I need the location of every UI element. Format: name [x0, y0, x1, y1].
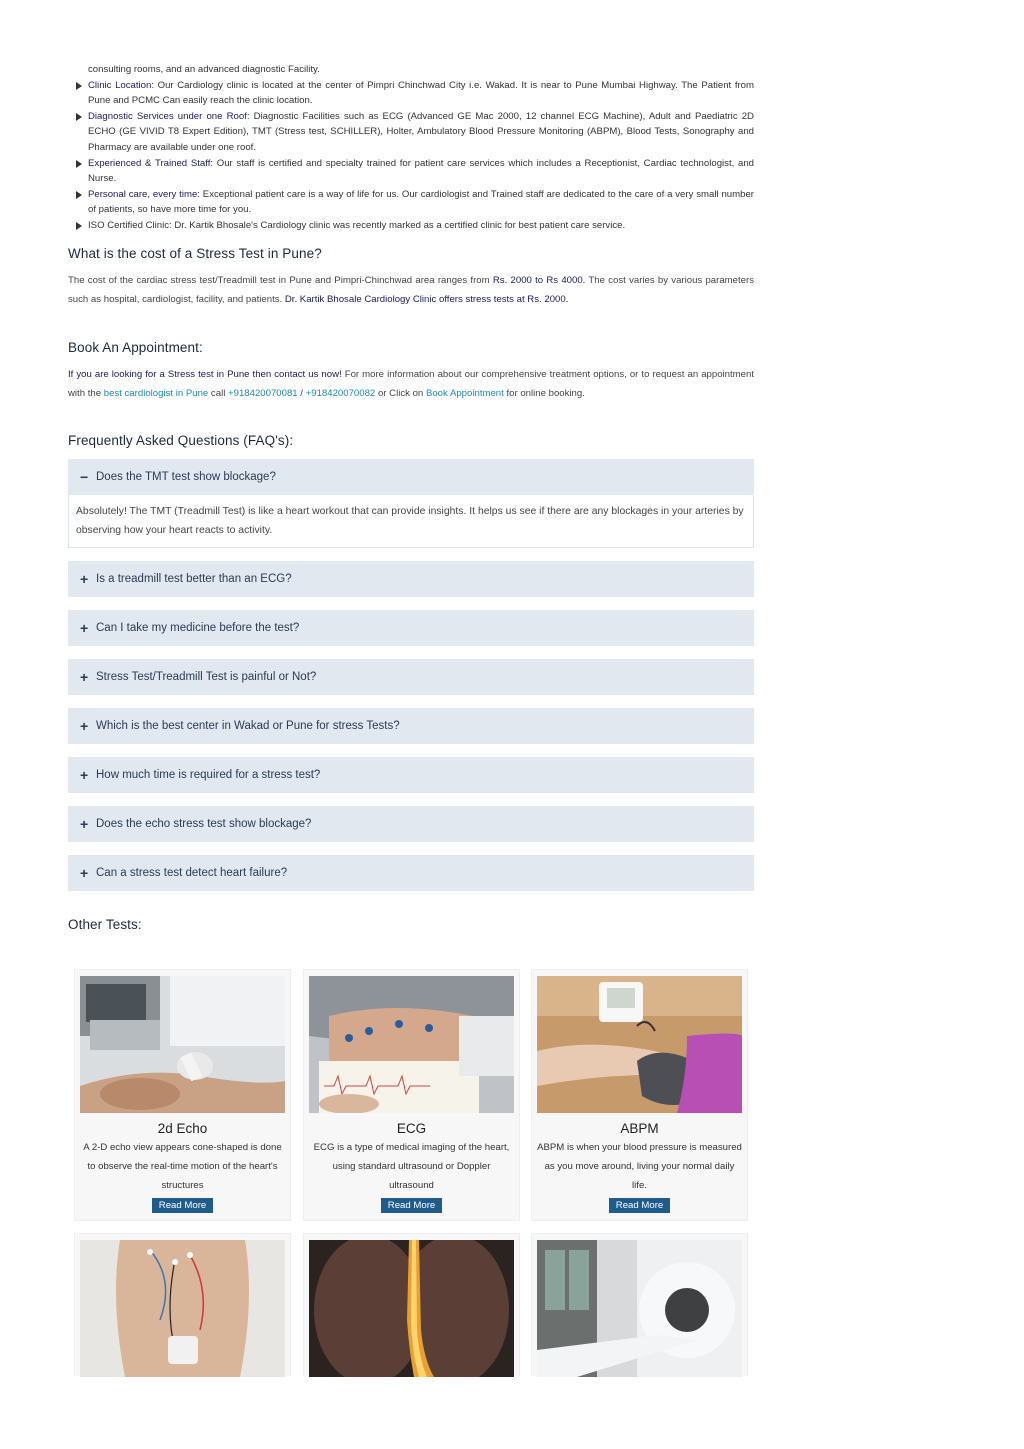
faq-question[interactable] [68, 659, 754, 695]
faq-question-label: Does the echo stress test show blockage? [96, 817, 312, 830]
appointment-text: For more information about our comprehensive treatment options, or to request an appointment with the [68, 368, 755, 399]
faq-heading: Frequently Asked Questions (FAQ's): [68, 432, 294, 448]
appointment-text: for online booking. [503, 387, 585, 399]
cost-text: The cost varies by various parameters such as hospital, cardiologist, facility, and patients. [68, 274, 754, 305]
faq-question-label: Is a treadmill test better than an ECG? [96, 572, 292, 585]
triangle-bullet-icon [76, 160, 82, 168]
faq-question-label: Stress Test/Treadmill Test is painful or Not? [96, 670, 317, 683]
feature-item [68, 78, 754, 109]
test-card-ecg [303, 969, 520, 1221]
minus-icon: − [80, 468, 89, 485]
plus-icon: + [80, 815, 89, 832]
feature-label: Personal care, every time: [88, 188, 200, 200]
appointment-text: call [208, 387, 228, 399]
plus-icon: + [80, 717, 89, 734]
triangle-bullet-icon [76, 82, 82, 90]
feature-text: Our Cardiology clinic is located at the center of Pimpri Chinchwad City i.e. Wakad. It is near to Pune Mumbai Highway. The Patient from Pune and PCMC Can easily reach the clinic location. [88, 79, 755, 107]
faq-question-label: Can I take my medicine before the test? [96, 621, 300, 634]
cost-range: Rs. 2000 to Rs 4000. [492, 274, 586, 286]
card-title: 2d Echo [157, 1121, 208, 1136]
card-title: ECG [396, 1121, 427, 1136]
faq-answer: Absolutely! The TMT (Treadmill Test) is like a heart workout that can provide insights. It helps us see if there are any blockages in your arteries by observing how your heart reacts to activity. [68, 495, 754, 548]
feature-item [68, 156, 754, 187]
faq-question-label: How much time is required for a stress test? [96, 768, 321, 781]
faq-question-label: Which is the best center in Wakad or Pune for stress Tests? [96, 719, 400, 732]
appointment-text: or Click on [375, 387, 426, 399]
plus-icon: + [80, 766, 89, 783]
cost-paragraph [68, 271, 754, 309]
faq-question[interactable] [68, 708, 754, 744]
feature-intro-tail: consulting rooms, and an advanced diagnostic Facility. [88, 64, 320, 75]
read-more-button[interactable]: Read More [152, 1198, 213, 1213]
read-more-button[interactable]: Read More [381, 1198, 442, 1213]
faq-question[interactable] [68, 561, 754, 597]
best-cardiologist-link[interactable]: best cardiologist in Pune [103, 387, 209, 399]
cost-heading: What is the cost of a Stress Test in Pune? [68, 245, 322, 261]
plus-icon: + [80, 570, 89, 587]
book-appointment-link[interactable]: Book Appointment [425, 387, 504, 399]
test-card-abpm [531, 969, 748, 1221]
faq-question[interactable] [68, 855, 754, 891]
mri-image [537, 1240, 742, 1377]
main-content [68, 62, 754, 932]
echo-image [80, 976, 285, 1113]
phone-link-2[interactable]: +918420070082 [305, 387, 376, 399]
plus-icon: + [80, 619, 89, 636]
holter-image [80, 1240, 285, 1377]
plus-icon: + [80, 668, 89, 685]
test-card-holter [74, 1233, 291, 1376]
abpm-image [537, 976, 742, 1113]
feature-text: ISO Certified Clinic: Dr. Kartik Bhosale's Cardiology clinic was recently marked as a certified clinic for best patient care service. [88, 219, 626, 231]
triangle-bullet-icon [76, 191, 82, 199]
faq-question-label: Does the TMT test show blockage? [96, 470, 276, 483]
appointment-paragraph [68, 365, 754, 403]
cost-text: The cost of the cardiac stress test/Treadmill test in Pune and Pimpri-Chinchwad area ranges from [68, 274, 493, 286]
faq-question-open[interactable] [68, 459, 754, 495]
faq-question[interactable] [68, 806, 754, 842]
feature-label: Clinic Location: [88, 79, 155, 91]
cost-offer: Dr. Kartik Bhosale Cardiology Clinic offers stress tests at Rs. 2000. [284, 293, 569, 305]
test-card-2d-echo [74, 969, 291, 1221]
appointment-heading: Book An Appointment: [68, 339, 203, 355]
feature-item [68, 109, 754, 156]
card-description: A 2-D echo view appears cone-shaped is done to observe the real-time motion of the heart's structures [83, 1142, 282, 1191]
test-card-angiography [303, 1233, 520, 1376]
other-tests-heading: Other Tests: [68, 916, 142, 932]
faq-accordion [68, 459, 754, 891]
card-title: ABPM [620, 1121, 659, 1136]
card-description: ECG is a type of medical imaging of the heart, using standard ultrasound or Doppler ultrasound [313, 1142, 510, 1191]
faq-question[interactable] [68, 757, 754, 793]
phone-link-1[interactable]: +918420070081 [228, 387, 298, 399]
appointment-lead: If you are looking for a Stress test in Pune then contact us now! [68, 368, 342, 380]
feature-text: Exceptional patient care is a way of life for us. Our cardiologist and Trained staff are dedicated to the care of a very small number of patients, so have more time for you. [88, 188, 754, 216]
faq-question-label: Can a stress test detect heart failure? [96, 866, 288, 879]
read-more-button[interactable]: Read More [609, 1198, 670, 1213]
test-card-mri [531, 1233, 748, 1376]
feature-text: Our staff is certified and specialty trained for patient care services which includes a Receptionist, Cardiac technologist, and Nurse. [88, 157, 754, 185]
feature-text: Diagnostic Facilities such as ECG (Advanced GE Mac 2000, 12 channel ECG Machine), Adult and Paediatric 2D ECHO (GE VIVID T8 Expert Edition), TMT (Stress test, SCHILLER), Holter, Ambulatory Blood Pressure Monitoring (ABPM), Blood Tests, Sonography and Pharmacy are available under one roof. [88, 110, 754, 153]
feature-label: Diagnostic Services under one Roof: [88, 110, 250, 122]
appointment-separator: / [297, 387, 306, 399]
feature-item [68, 187, 754, 218]
feature-item [68, 218, 754, 234]
ecg-image [309, 976, 514, 1113]
angiography-image [309, 1240, 514, 1377]
feature-label: Experienced & Trained Staff: [88, 157, 214, 169]
faq-question[interactable] [68, 610, 754, 646]
card-description: ABPM is when your blood pressure is measured as you move around, living your normal daily life. [537, 1142, 742, 1191]
clinic-features-list [68, 62, 754, 234]
plus-icon: + [80, 864, 89, 881]
triangle-bullet-icon [76, 113, 82, 121]
triangle-bullet-icon [76, 222, 82, 230]
